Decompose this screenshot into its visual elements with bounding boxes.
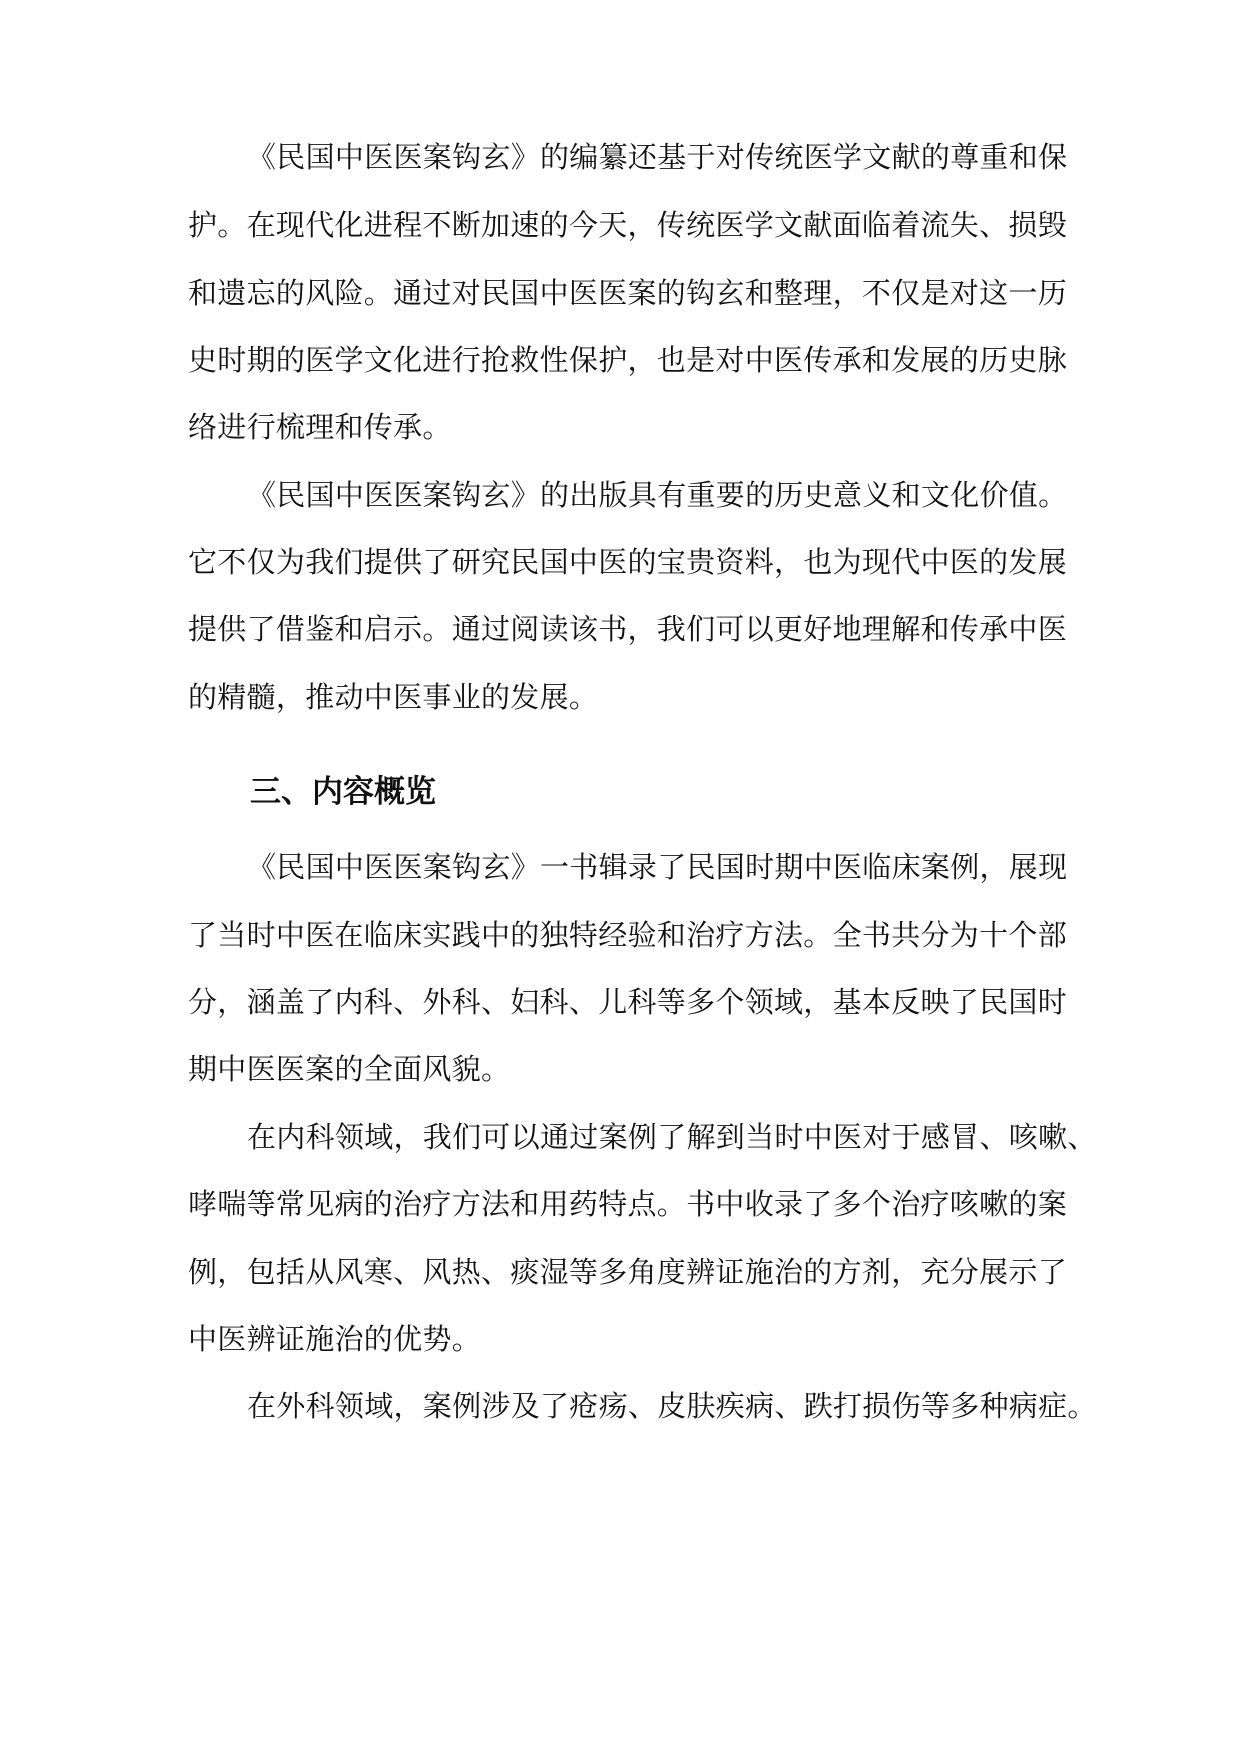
paragraph-line: 《民国中医医案钩玄》的出版具有重要的历史意义和文化价值。 bbox=[247, 478, 1068, 512]
paragraph-line: 在内科领域，我们可以通过案例了解到当时中医对于感冒、咳嗽、 bbox=[247, 1120, 1097, 1154]
paragraph-line: 它不仅为我们提供了研究民国中医的宝贵资料，也为现代中医的发展 bbox=[188, 545, 1068, 579]
paragraph-line: 了当时中医在临床实践中的独特经验和治疗方法。全书共分为十个部 bbox=[188, 918, 1068, 952]
paragraph-line: 《民国中医医案钩玄》一书辑录了民国时期中医临床案例，展现 bbox=[247, 850, 1068, 884]
section-heading: 三、内容概览 bbox=[250, 774, 436, 810]
paragraph-line: 例，包括从风寒、风热、痰湿等多角度辨证施治的方剂，充分展示了 bbox=[188, 1255, 1068, 1289]
paragraph-line: 史时期的医学文化进行抢救性保护，也是对中医传承和发展的历史脉 bbox=[188, 343, 1068, 377]
paragraph-line: 提供了借鉴和启示。通过阅读该书，我们可以更好地理解和传承中医 bbox=[188, 612, 1068, 646]
paragraph-line: 在外科领域，案例涉及了疮疡、皮肤疾病、跌打损伤等多种病症。 bbox=[247, 1389, 1097, 1423]
paragraph-line: 《民国中医医案钩玄》的编纂还基于对传统医学文献的尊重和保 bbox=[247, 140, 1068, 174]
paragraph-line: 期中医医案的全面风貌。 bbox=[188, 1052, 511, 1086]
paragraph-line: 中医辨证施治的优势。 bbox=[188, 1322, 482, 1356]
paragraph-line: 和遗忘的风险。通过对民国中医医案的钩玄和整理，不仅是对这一历 bbox=[188, 276, 1068, 310]
paragraph-line: 的精髓，推动中医事业的发展。 bbox=[188, 680, 599, 714]
paragraph-line: 络进行梳理和传承。 bbox=[188, 410, 452, 444]
paragraph-line: 哮喘等常见病的治疗方法和用药特点。书中收录了多个治疗咳嗽的案 bbox=[188, 1187, 1068, 1221]
paragraph-line: 护。在现代化进程不断加速的今天，传统医学文献面临着流失、损毁 bbox=[188, 208, 1068, 242]
paragraph-line: 分，涵盖了内科、外科、妇科、儿科等多个领域，基本反映了民国时 bbox=[188, 985, 1068, 1019]
